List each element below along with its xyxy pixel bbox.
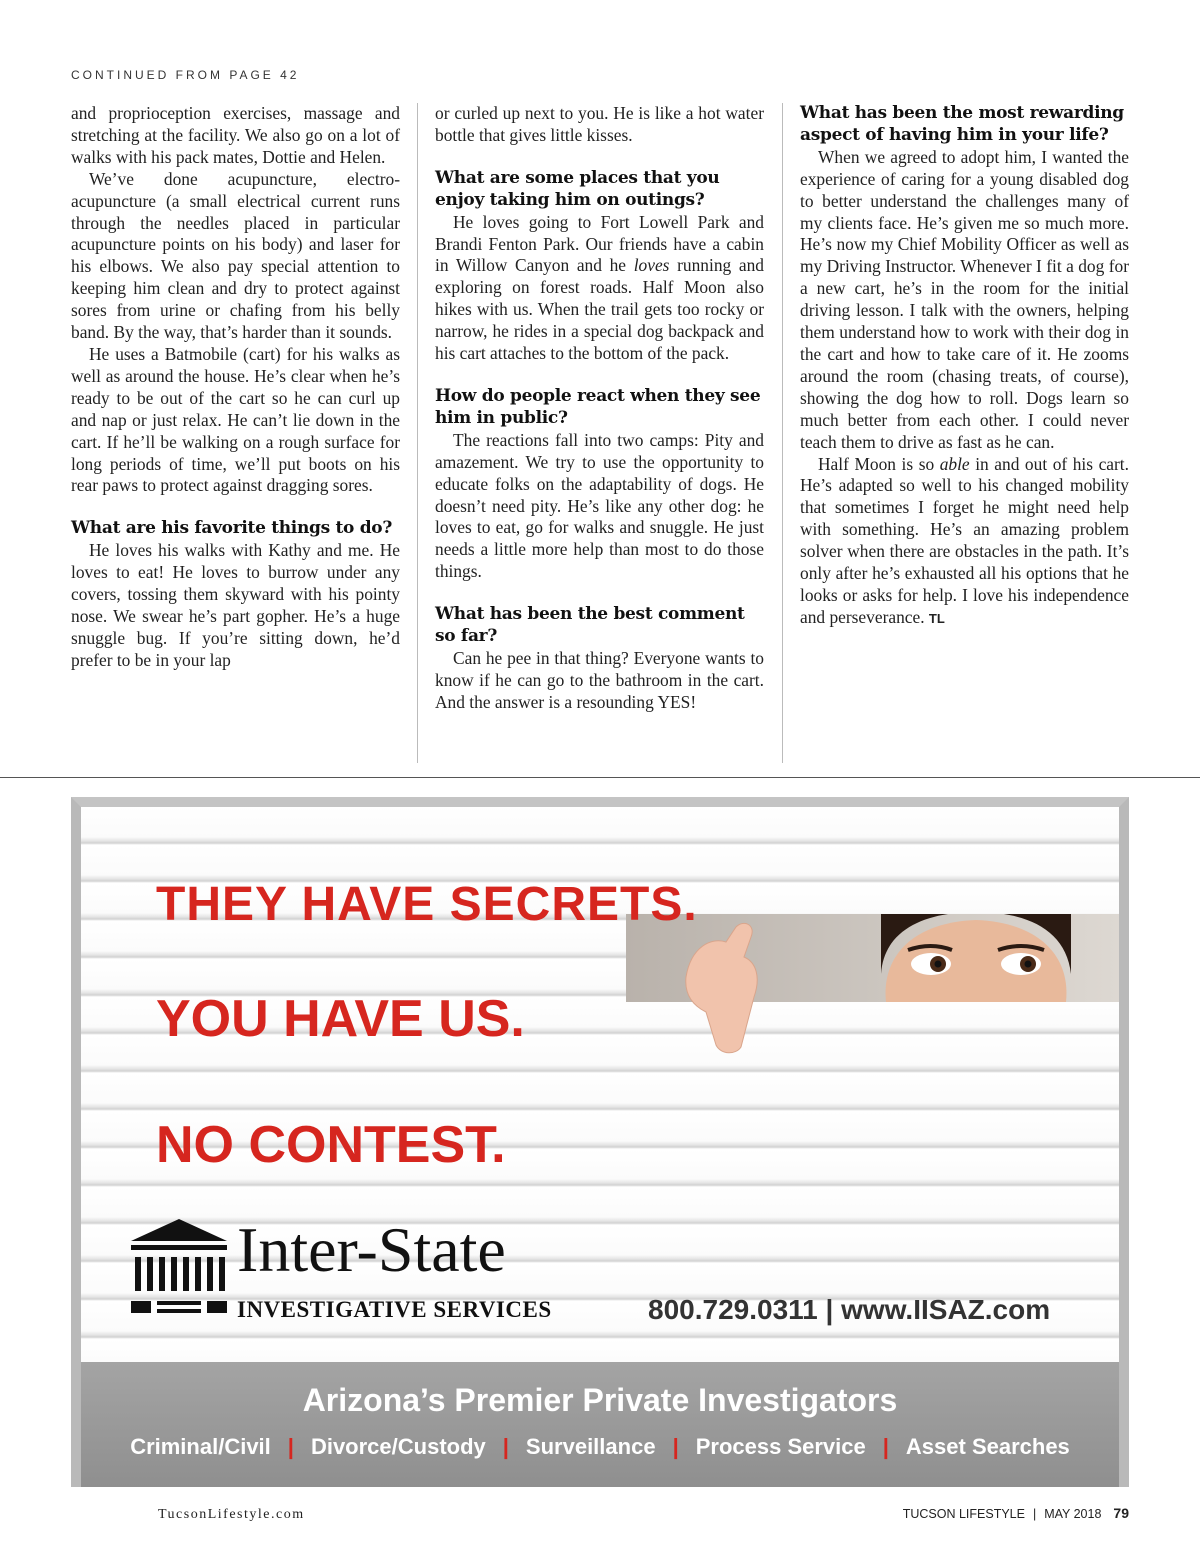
paragraph: and proprioception exercises, massage and stretching at the facility. We also go on a lot of walks with his pack mates, Dottie and Helen. [71,103,400,167]
service-item: Asset Searches [905,1434,1070,1459]
column-divider [782,103,783,763]
paragraph: or curled up next to you. He is like a hot water bottle that gives little kisses. [435,103,764,145]
question-heading: What are some places that you enjoy taking him on outings? [435,167,720,210]
brand-subtitle: INVESTIGATIVE SERVICES [237,1297,552,1322]
ad-headline-2: YOU HAVE US. [156,990,525,1048]
service-item: Surveillance [525,1434,656,1459]
question-heading: What has been the best comment so far? [435,604,745,647]
ad-headline-1: THEY HAVE SECRETS. [156,878,698,931]
paragraph: We’ve done acupuncture, electro-acupuncture (a small electrical current runs through the needles placed in particular acupuncture points on his body) and laser for his elbows. We also pay special attention to keeping him clean and dry to protect against sores from urine or chafing from his belly band. By the way, that’s harder than it sounds. [71,168,400,343]
service-item: Criminal/Civil [130,1434,271,1459]
article-column-2 [435,103,764,714]
continued-from-label: CONTINUED FROM PAGE 42 [71,68,300,82]
end-mark: TL [928,610,945,626]
paragraph: Can he pee in that thing? Everyone wants to know if he can go to the bathroom in the cart. And the answer is a resounding YES! [435,647,764,712]
footer-site: TucsonLifestyle.com [158,1507,305,1522]
paragraph: He uses a Batmobile (cart) for his walks as well as around the house. He’s clear when he’s ready to be out of the cart so he can curl up and nap or just relax. He can’t lie down in the cart. If he’ll be walking on a rough surface for long periods of time, we’ll put boots on his rear paws to protect against dragging sores. [71,343,400,496]
service-item: Divorce/Custody [310,1434,486,1459]
services-list: Criminal/Civil | Divorce/Custody | Surveillance | Process Service | Asset Searches [130,1434,1070,1459]
question-heading: What are his favorite things to do? [71,518,393,539]
footer-issue: MAY 2018 [1044,1507,1102,1521]
article-column-1 [71,103,400,672]
page-number: 79 [1113,1505,1129,1521]
footer-magazine: TUCSON LIFESTYLE [902,1507,1025,1521]
ad-frame [71,797,1129,1487]
paragraph: Half Moon is so able in and out of his cart. He’s adapted so well to his changed mobility that sometimes I forget he might need help with something. He’s an amazing problem solver when there are obstacles in the path. It’s only after he’s exhausted all his options that he looks or asks for help. I love his independence and perseverance. TL [800,453,1129,627]
ad-tagline: Arizona’s Premier Private Investigators [302,1382,898,1418]
paragraph: The reactions fall into two camps: Pity and amazement. We try to use the opportunity to educate folks on the adaptability of dogs. He doesn’t need pity. He’s like any other dog: he loves to eat, go for walks and snuggle. He just needs a little more help than most to do those things. [435,429,764,582]
brand-name: Inter-State [237,1214,506,1285]
footer-folio: TUCSON LIFESTYLE | MAY 2018 79 [902,1505,1129,1521]
section-divider [0,777,1200,778]
paragraph: He loves going to Fort Lowell Park and Brandi Fenton Park. Our friends have a cabin in Willow Canyon and he loves running and exploring on forest roads. Half Moon also hikes with us. When the trail gets too rocky or narrow, he rides in a special dog backpack and his cart attaches to the bottom of the pack. [435,211,765,364]
question-heading: How do people react when they see him in public? [435,385,761,428]
paragraph: He loves his walks with Kathy and me. He loves to eat! He loves to burrow under any covers, tossing them skyward with his pointy nose. We swear he’s part gopher. He’s a huge snuggle bug. If you’re sitting down, he’d prefer to be in your lap [71,540,400,670]
service-item: Process Service [695,1434,866,1459]
ad-headline-3: NO CONTEST. [156,1116,506,1174]
article-column-3 [800,103,1129,630]
ad-contact[interactable]: 800.729.0311 | www.IISAZ.com [648,1294,1051,1325]
column-divider [417,103,418,763]
paragraph: When we agreed to adopt him, I wanted the experience of caring for a young disabled dog to better understand the challenges many of my clients face. He’s given me so much more. He’s now my Chief Mobility Officer as well as my Driving Instructor. Whenever I fit a dog for a new cart, he’s in the room for the initial driving lesson. I talk with the owners, helping them understand how to work with their dog in the cart and how to take care of it. He zooms around the room (chasing treats, of course), showing the dog how to roll. Dogs learn so much better from each other. I could never teach them to drive as fast as he can. [800,146,1129,452]
advertisement[interactable] [71,797,1129,1487]
question-heading: What has been the most rewarding aspect of having him in your life? [800,103,1124,145]
